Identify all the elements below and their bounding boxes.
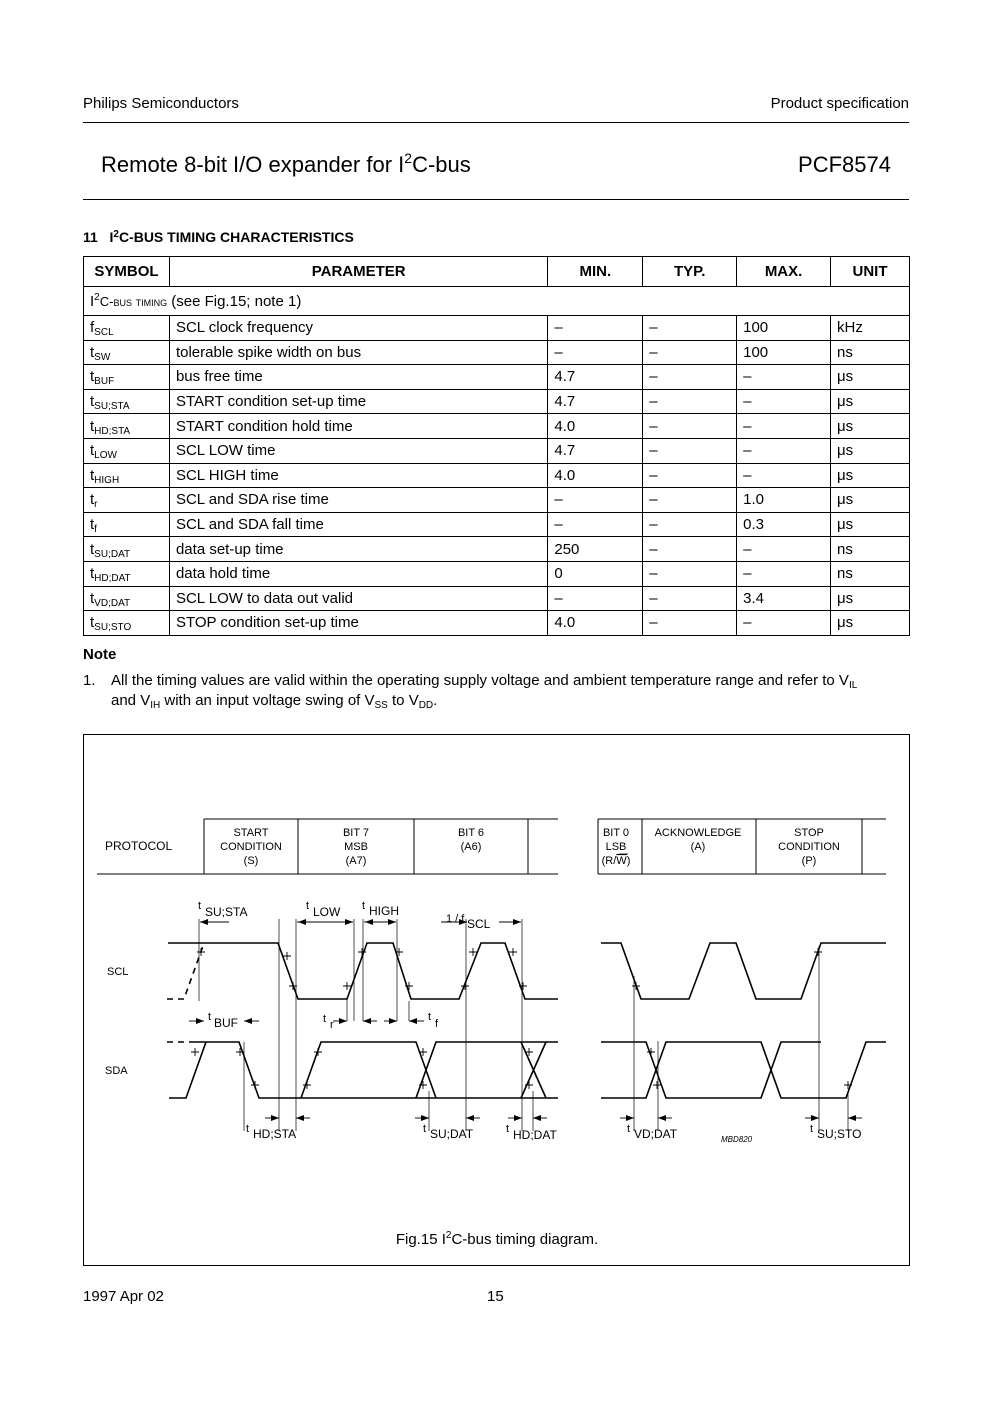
- symbol-cell: $t_{BUF}$: [84, 365, 170, 390]
- parameter-cell: SCL clock frequency: [169, 316, 547, 341]
- figure-code: MBD820: [721, 1135, 753, 1144]
- parameter-cell: SCL and SDA fall time: [169, 512, 547, 537]
- symbol-cell: $t_{SW}$: [84, 340, 170, 365]
- t-f-sub: f: [435, 1018, 439, 1030]
- table-row: [84, 488, 910, 513]
- page-number: 15: [487, 1288, 504, 1305]
- table-row: [84, 316, 910, 341]
- max-cell: –: [737, 389, 831, 414]
- timing-diagram: [84, 735, 909, 1265]
- note-number: 1.: [83, 672, 96, 689]
- fscl-b: SCL: [467, 917, 491, 931]
- symbol-cell: $t_{SU;STO}$: [84, 611, 170, 636]
- t-su-sta-t: t: [198, 900, 202, 912]
- unit-cell: μs: [831, 389, 910, 414]
- col-header-symbol: SYMBOL: [84, 257, 170, 287]
- t-low-t: t: [306, 900, 310, 912]
- col-header-min: MIN.: [548, 257, 643, 287]
- scl-label: SCL: [107, 966, 129, 978]
- typ-cell: –: [643, 340, 737, 365]
- symbol-cell: $t_{SU;DAT}$: [84, 537, 170, 562]
- min-cell: 4.0: [548, 611, 643, 636]
- min-cell: –: [548, 586, 643, 611]
- sda-waveform: [167, 1042, 886, 1098]
- figure-labels: [105, 827, 861, 1144]
- min-cell: –: [548, 512, 643, 537]
- max-cell: 100: [737, 316, 831, 341]
- sda-label: SDA: [105, 1065, 128, 1077]
- threshold-marks: [191, 948, 852, 1089]
- start-label-1: START: [233, 827, 269, 839]
- t-hd-sta-t: t: [246, 1123, 250, 1135]
- table-row: [84, 414, 910, 439]
- typ-cell: –: [643, 611, 737, 636]
- part-number: PCF8574: [798, 152, 891, 177]
- unit-cell: μs: [831, 414, 910, 439]
- unit-cell: μs: [831, 586, 910, 611]
- t-vd-dat-sub: VD;DAT: [634, 1127, 678, 1141]
- footer-date: 1997 Apr 02: [83, 1288, 164, 1305]
- symbol-cell: $t_r$: [84, 488, 170, 513]
- t-su-sta-sub: SU;STA: [205, 905, 248, 919]
- unit-cell: μs: [831, 488, 910, 513]
- max-cell: –: [737, 537, 831, 562]
- group-label: $I^2C$-bus timing (see Fig.15; note 1): [84, 287, 910, 316]
- section-heading: 11 $I^2C$-BUS TIMING CHARACTERISTICS: [83, 229, 354, 245]
- unit-cell: ns: [831, 561, 910, 586]
- col-header-unit: UNIT: [831, 257, 910, 287]
- min-cell: 4.7: [548, 365, 643, 390]
- typ-cell: –: [643, 463, 737, 488]
- typ-cell: –: [643, 586, 737, 611]
- min-cell: 250: [548, 537, 643, 562]
- bit6-label-1: BIT 6: [457, 827, 485, 839]
- parameter-cell: SCL HIGH time: [169, 463, 547, 488]
- t-hd-sta-sub: HD;STA: [253, 1127, 297, 1141]
- header-rule: [83, 122, 909, 123]
- table-row: [84, 365, 910, 390]
- bit7-label-2: MSB: [344, 841, 368, 853]
- table-group-row: [84, 287, 910, 316]
- max-cell: –: [737, 414, 831, 439]
- unit-cell: ns: [831, 340, 910, 365]
- max-cell: 3.4: [737, 586, 831, 611]
- t-r-t: t: [323, 1013, 327, 1025]
- parameter-cell: bus free time: [169, 365, 547, 390]
- typ-cell: –: [643, 488, 737, 513]
- parameter-cell: data hold time: [169, 561, 547, 586]
- unit-cell: μs: [831, 611, 910, 636]
- start-label-2: CONDITION: [220, 841, 282, 853]
- min-cell: –: [548, 340, 643, 365]
- protocol-label: PROTOCOL: [105, 839, 173, 853]
- min-cell: 0: [548, 561, 643, 586]
- figure-caption: Fig.15 $I^2C$-bus timing diagram.: [395, 1230, 599, 1248]
- unit-cell: μs: [831, 438, 910, 463]
- title-rule: [83, 199, 909, 200]
- bit7-label-3: (A7): [345, 855, 367, 867]
- parameter-cell: START condition set-up time: [169, 389, 547, 414]
- t-su-sto-t: t: [810, 1123, 814, 1135]
- t-vd-dat-t: t: [627, 1123, 631, 1135]
- table-row: [84, 463, 910, 488]
- parameter-cell: data set-up time: [169, 537, 547, 562]
- stop-label-2: CONDITION: [778, 841, 840, 853]
- typ-cell: –: [643, 561, 737, 586]
- document-title: Remote 8-bit I/O expander for $I^2C$-bus: [101, 150, 471, 177]
- parameter-cell: START condition hold time: [169, 414, 547, 439]
- typ-cell: –: [643, 512, 737, 537]
- typ-cell: –: [643, 389, 737, 414]
- max-cell: –: [737, 611, 831, 636]
- max-cell: 0.3: [737, 512, 831, 537]
- ack-label-2: (A): [690, 841, 706, 853]
- stop-label-3: (P): [801, 855, 817, 867]
- table-row: [84, 586, 910, 611]
- t-high-sub: HIGH: [369, 904, 399, 918]
- min-cell: 4.7: [548, 438, 643, 463]
- t-hd-dat-t: t: [506, 1123, 510, 1135]
- t-r-sub: r: [330, 1019, 334, 1031]
- timing-diagram-frame: [83, 734, 910, 1266]
- typ-cell: –: [643, 537, 737, 562]
- stop-label-1: STOP: [794, 827, 824, 839]
- timing-table: [83, 256, 910, 636]
- reference-lines: [199, 919, 848, 1131]
- bit6-label-2: (A6): [460, 841, 482, 853]
- symbol-cell: $t_f$: [84, 512, 170, 537]
- t-su-dat-sub: SU;DAT: [430, 1127, 474, 1141]
- parameter-cell: STOP condition set-up time: [169, 611, 547, 636]
- bit7-label-1: BIT 7: [342, 827, 370, 839]
- parameter-cell: SCL and SDA rise time: [169, 488, 547, 513]
- bit0-label-1: BIT 0: [602, 827, 630, 839]
- unit-cell: kHz: [831, 316, 910, 341]
- unit-cell: ns: [831, 537, 910, 562]
- min-cell: –: [548, 488, 643, 513]
- document-type: Product specification: [770, 95, 909, 112]
- note-heading: Note: [83, 646, 117, 663]
- bit0-label-3: (R/W): [601, 855, 631, 867]
- company-name: Philips Semiconductors: [83, 95, 239, 112]
- max-cell: –: [737, 365, 831, 390]
- parameter-cell: tolerable spike width on bus: [169, 340, 547, 365]
- typ-cell: –: [643, 365, 737, 390]
- symbol-cell: $t_{HD;STA}$: [84, 414, 170, 439]
- col-header-parameter: PARAMETER: [169, 257, 547, 287]
- max-cell: –: [737, 463, 831, 488]
- t-hd-dat-sub: HD;DAT: [513, 1128, 557, 1142]
- table-header-row: [84, 257, 910, 287]
- t-su-sto-sub: SU;STO: [817, 1127, 862, 1141]
- max-cell: 100: [737, 340, 831, 365]
- symbol-cell: $t_{HIGH}$: [84, 463, 170, 488]
- typ-cell: –: [643, 438, 737, 463]
- note-text: All the timing values are valid within the operating supply voltage and ambient temperature range and refer to $V_{IL}$ and $V_{IH}$ with an input voltage swing of $V_{SS}$ to $V_{DD}$.: [111, 672, 858, 711]
- table-row: [84, 561, 910, 586]
- symbol-cell: $t_{HD;DAT}$: [84, 561, 170, 586]
- bit0-label-2: LSB: [605, 841, 627, 853]
- table-row: [84, 389, 910, 414]
- symbol-cell: $t_{SU;STA}$: [84, 389, 170, 414]
- symbol-cell: $f_{SCL}$: [84, 316, 170, 341]
- start-label-3: (S): [243, 855, 259, 867]
- t-buf-t: t: [208, 1011, 212, 1023]
- t-high-t: t: [362, 900, 366, 912]
- symbol-cell: $t_{LOW}$: [84, 438, 170, 463]
- table-row: [84, 512, 910, 537]
- max-cell: –: [737, 561, 831, 586]
- fscl-a: 1 / f: [446, 913, 465, 925]
- unit-cell: μs: [831, 365, 910, 390]
- col-header-typ: TYP.: [643, 257, 737, 287]
- scl-waveform: [167, 943, 886, 999]
- t-buf-sub: BUF: [214, 1016, 238, 1030]
- col-header-max: MAX.: [737, 257, 831, 287]
- t-f-t: t: [428, 1011, 432, 1023]
- symbol-cell: $t_{VD;DAT}$: [84, 586, 170, 611]
- ack-label-1: ACKNOWLEDGE: [654, 827, 742, 839]
- table-row: [84, 537, 910, 562]
- typ-cell: –: [643, 414, 737, 439]
- min-cell: 4.0: [548, 463, 643, 488]
- t-su-dat-t: t: [423, 1123, 427, 1135]
- max-cell: 1.0: [737, 488, 831, 513]
- min-cell: 4.7: [548, 389, 643, 414]
- min-cell: –: [548, 316, 643, 341]
- typ-cell: –: [643, 316, 737, 341]
- table-row: [84, 438, 910, 463]
- parameter-cell: SCL LOW time: [169, 438, 547, 463]
- max-cell: –: [737, 438, 831, 463]
- parameter-cell: SCL LOW to data out valid: [169, 586, 547, 611]
- table-row: [84, 611, 910, 636]
- t-low-sub: LOW: [313, 905, 341, 919]
- unit-cell: μs: [831, 463, 910, 488]
- table-row: [84, 340, 910, 365]
- min-cell: 4.0: [548, 414, 643, 439]
- unit-cell: μs: [831, 512, 910, 537]
